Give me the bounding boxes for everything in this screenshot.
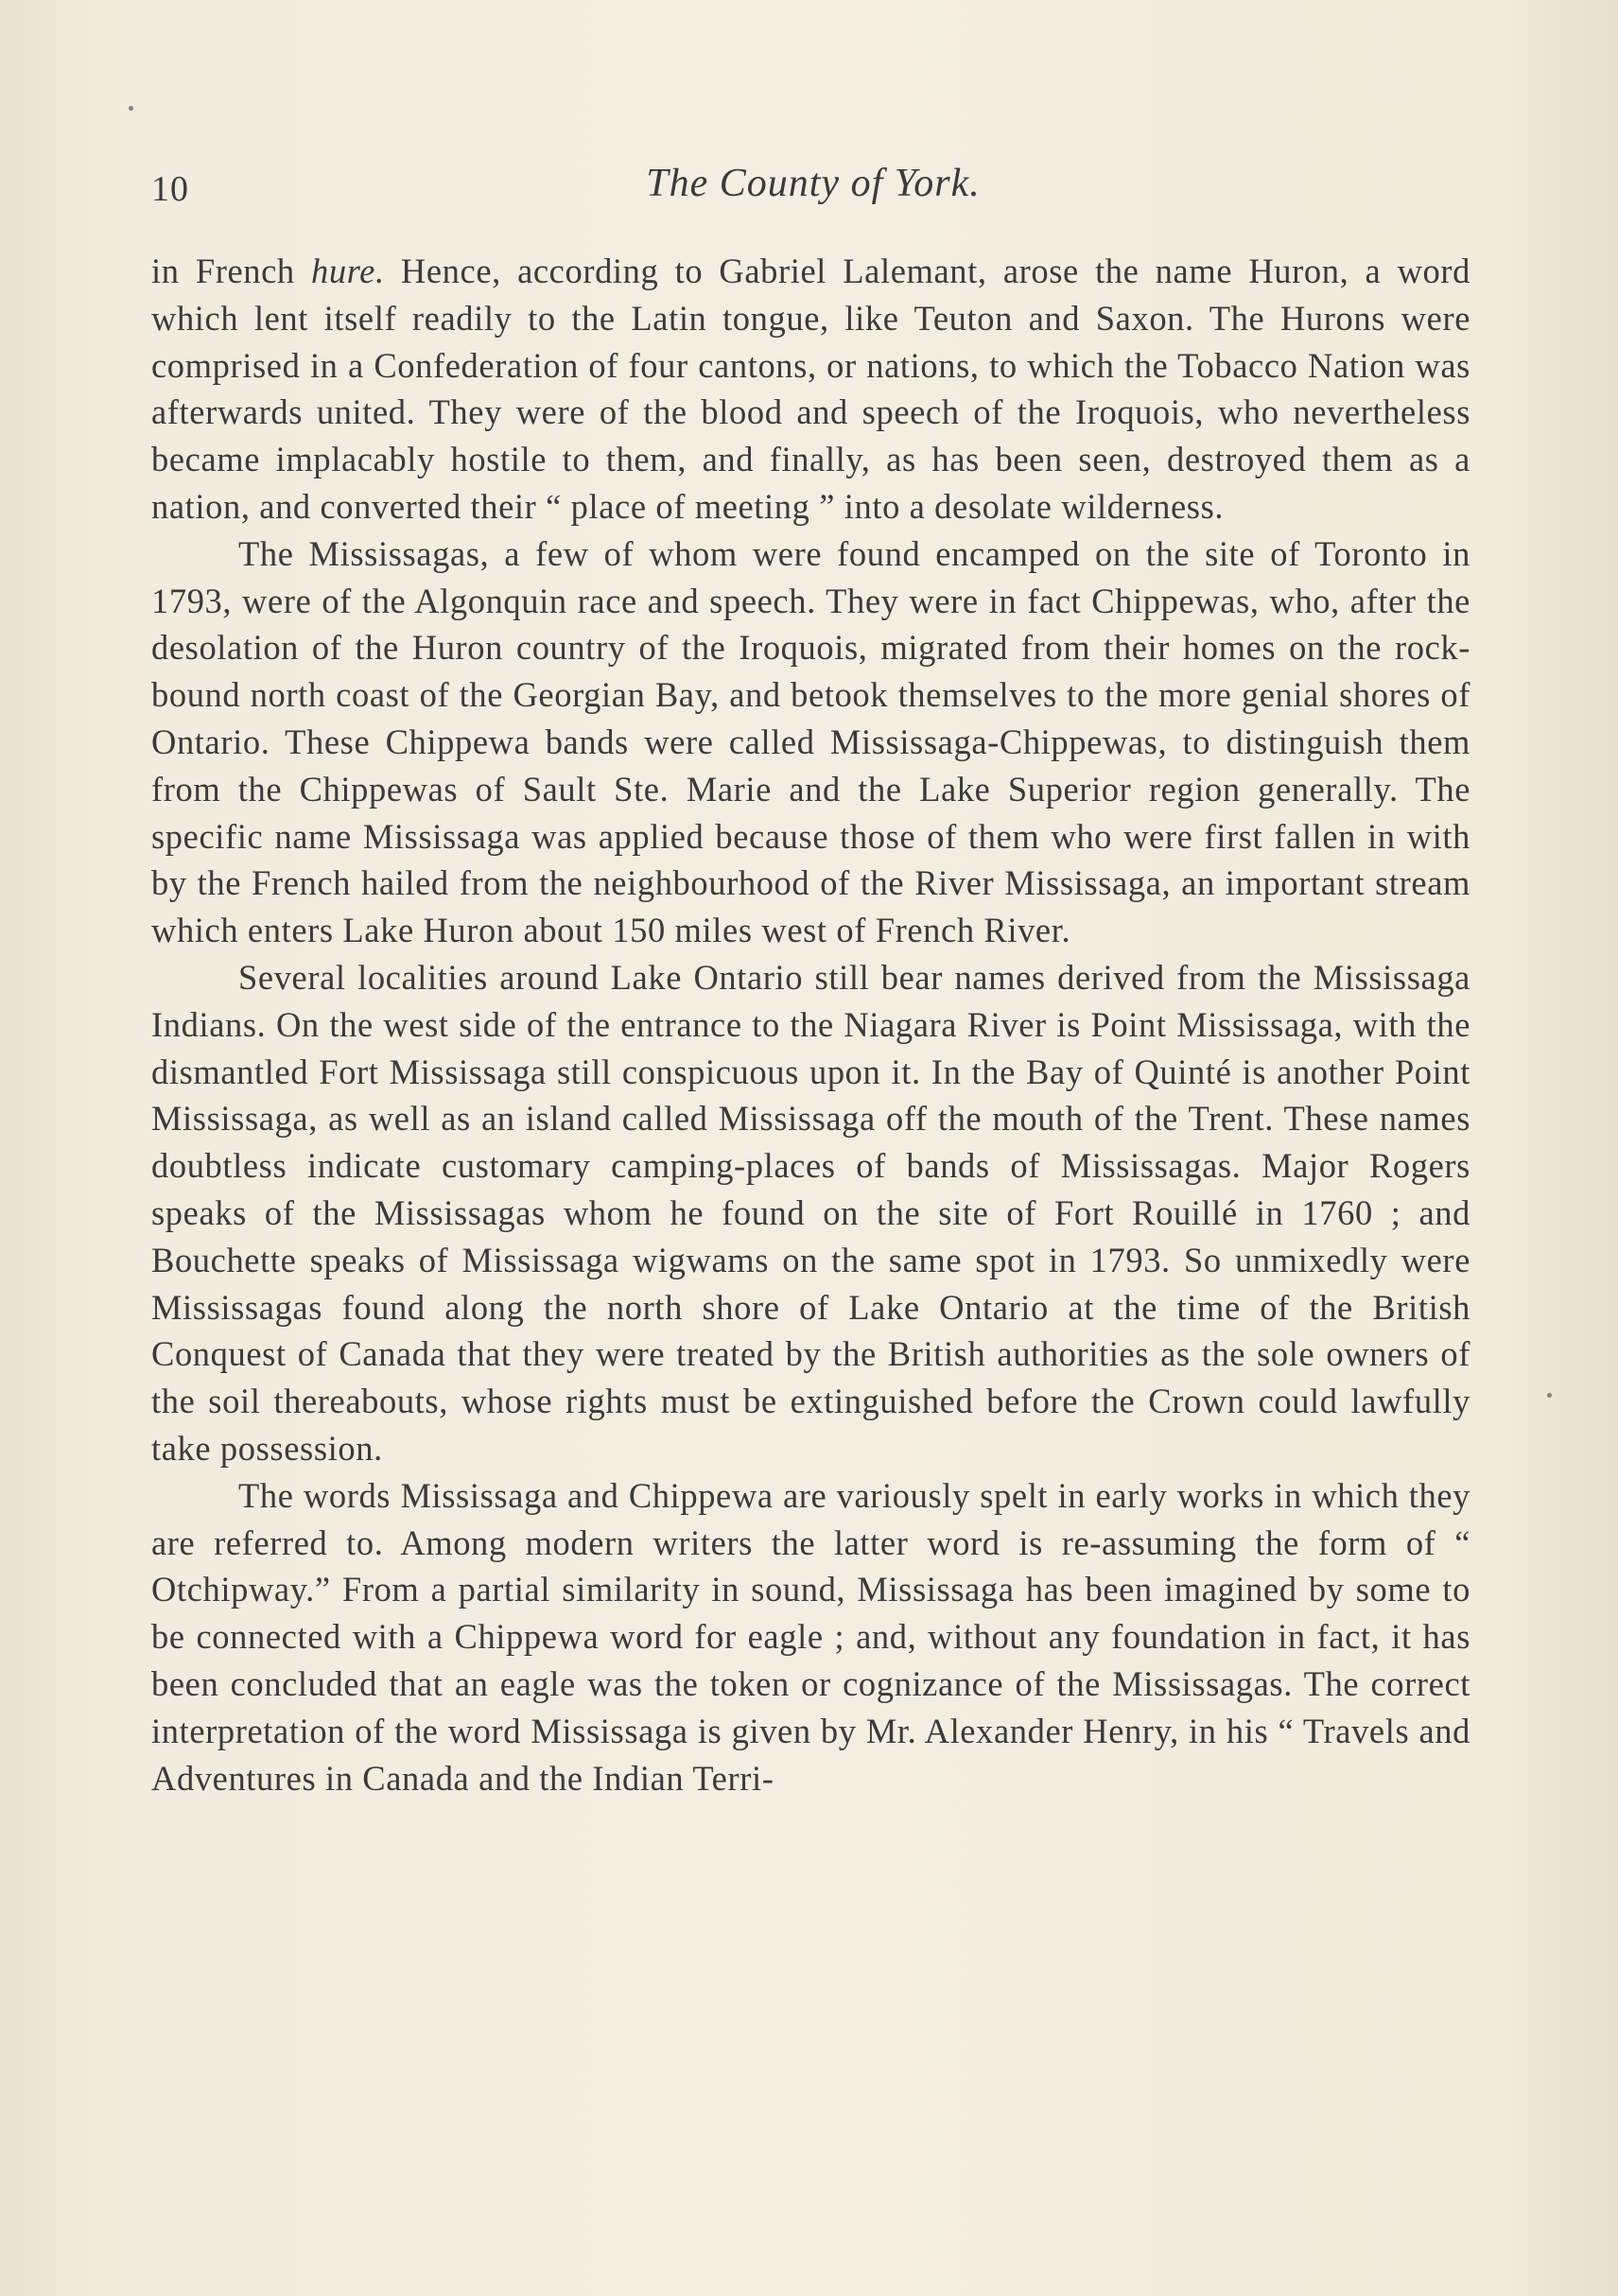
paragraph <box>151 248 1470 531</box>
page-number: 10 <box>151 169 189 209</box>
paragraph-lead: in French <box>151 252 311 290</box>
paper-speck <box>1547 1393 1552 1398</box>
body-text <box>151 248 1470 1801</box>
paragraph: The words Mississaga and Chippewa are variously spelt in early works in which they are referred to. Among modern writers the latter word is re-assuming the form of “ Otchipway.” From a partial similarity in sound, Mississaga has been imagined by some to be connected with a Chippewa word for eagle ; and, without any foundation in fact, it has been concluded that an eagle was the token or cognizance of the Mississagas. The correct interpretation of the word Mississaga is given by Mr. Alexander Henry, in his “ Travels and Adventures in Canada and the Indian Terri- <box>151 1475 1470 1798</box>
page-header <box>151 161 1475 217</box>
running-title: The County of York. <box>646 162 981 205</box>
italic-word: hure. <box>311 252 385 290</box>
paragraph: Several localities around Lake Ontario still bear names derived from the Mississaga Indians. On the west side of the entrance to the Niagara River is Point Mississaga, with the dismantled Fort Mississaga still conspicuous upon it. In the Bay of Quinté is another Point Mississaga, as well as an island called Mississaga off the mouth of the Trent. These names doubtless indicate customary camping-places of bands of Mississagas. Major Rogers speaks of the Mississagas whom he found on the site of Fort Rouillé in 1760 ; and Bouchette speaks of Mississaga wigwams on the same spot in 1793. So unmixedly were Mississagas found along the north shore of Lake Ontario at the time of the British Conquest of Canada that they were treated by the British authorities as the sole owners of the soil thereabouts, whose rights must be extinguished before the Crown could lawfully take possession. <box>151 957 1470 1468</box>
paragraph: The Mississagas, a few of whom were found encamped on the site of Toronto in 1793, were of the Algonquin race and speech. They were in fact Chippewas, who, after the desolation of the Huron country of the Iroquois, migrated from their homes on the rock-bound north coast of the Georgian Bay, and betook themselves to the more genial shores of Ontario. These Chippewa bands were called Mississaga-Chippewas, to distinguish them from the Chippewas of Sault Ste. Marie and the Lake Superior region generally. The specific name Mississaga was applied because those of them who were first fallen in with by the French hailed from the neighbourhood of the River Mississaga, an important stream which enters Lake Huron about 150 miles west of French River. <box>151 533 1470 950</box>
paragraph-text: Hence, according to Gabriel Lalemant, arose the name Huron, a word which lent itself readily to the Latin tongue, like Teuton and Saxon. The Hurons were comprised in a Confederation of four cantons, or nations, to which the Tobacco Nation was afterwards united. They were of the blood and speech of the Iroquois, who nevertheless became implacably hostile to them, and finally, as has been seen, destroyed them as a nation, and converted their “ place of meeting ” into a desolate wilderness. <box>151 252 1470 526</box>
paper-speck <box>129 106 133 111</box>
